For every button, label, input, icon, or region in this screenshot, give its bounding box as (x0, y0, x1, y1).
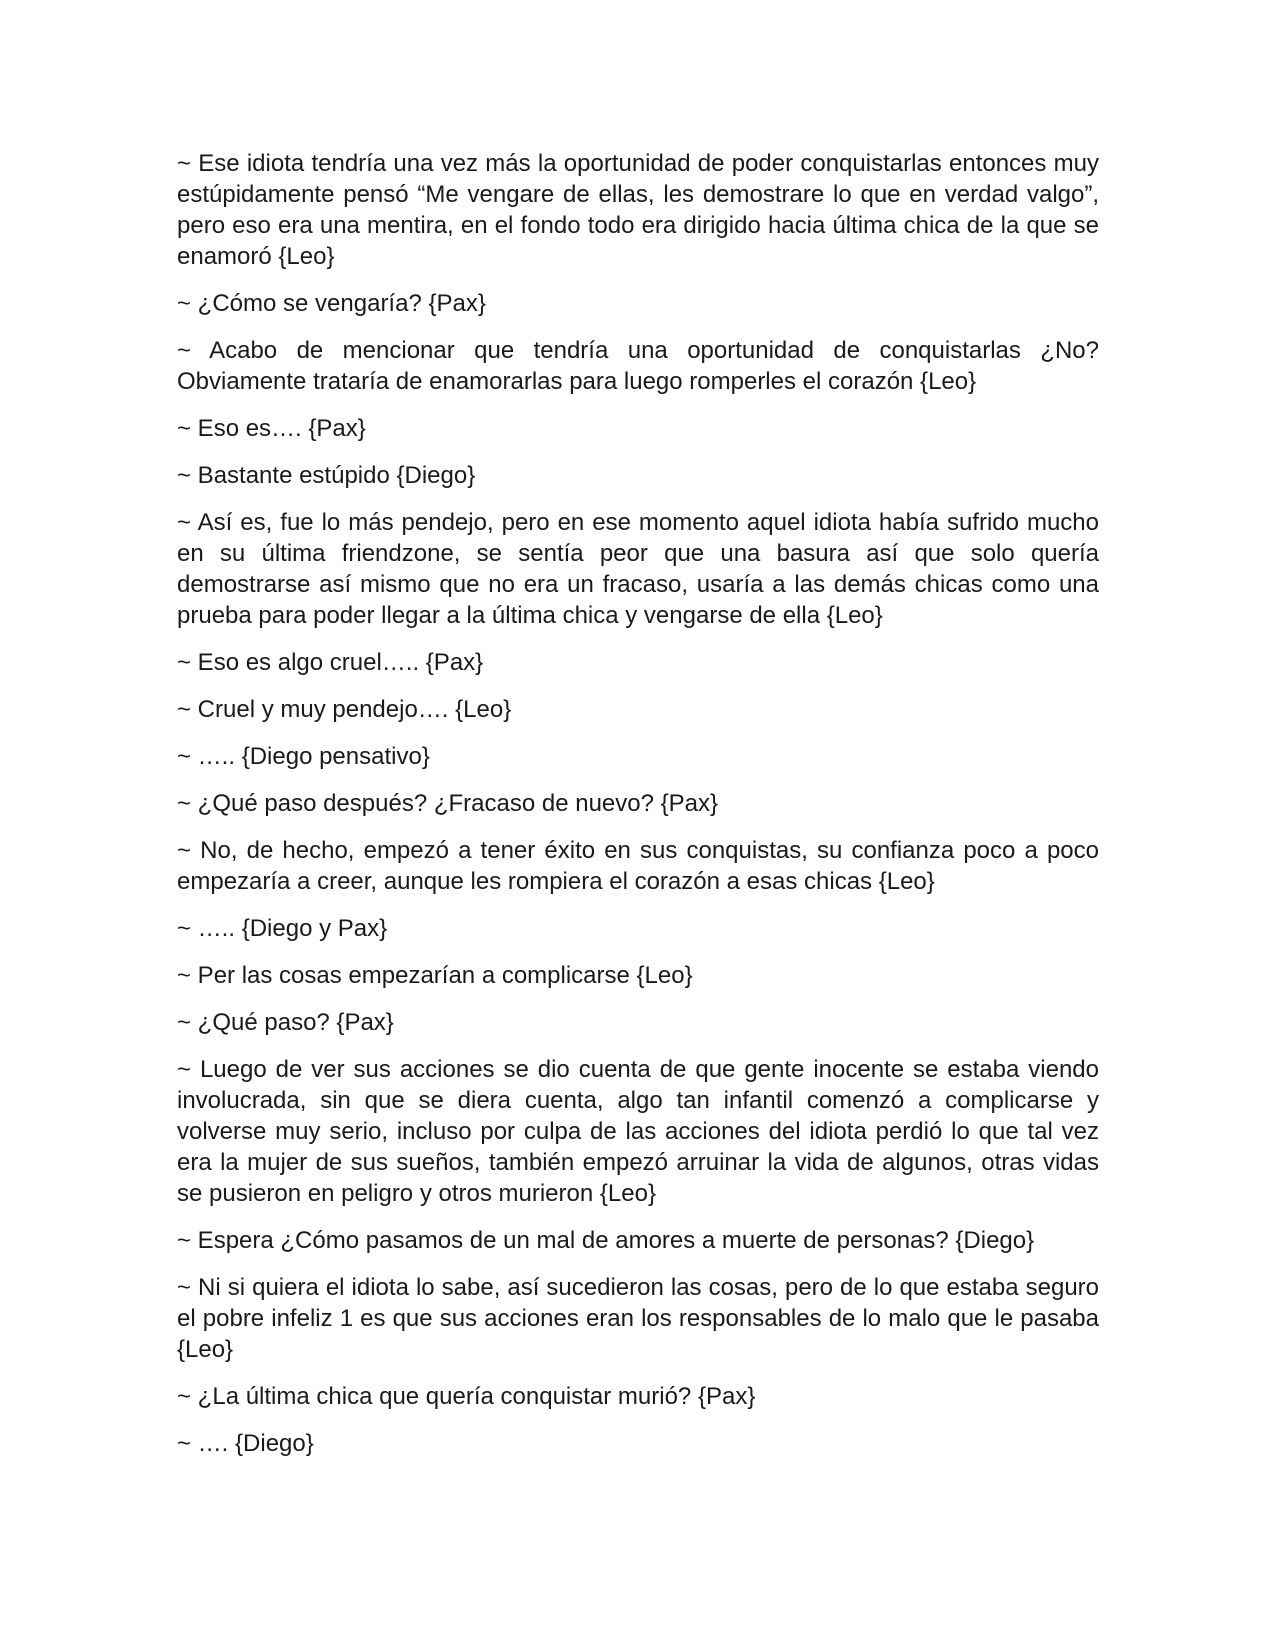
dialogue-paragraph: ~ Cruel y muy pendejo…. {Leo} (177, 696, 512, 723)
dialogue-paragraph: ~ Per las cosas empezarían a complicarse {Leo} (177, 962, 693, 989)
dialogue-paragraph: ~ Acabo de mencionar que tendría una oportunidad de conquistarlas ¿No? Obviamente trataría de enamorarlas para luego romperles el corazón {Leo} (177, 337, 1099, 395)
dialogue-paragraph: ~ …. {Diego} (177, 1430, 314, 1457)
dialogue-paragraph: ~ Espera ¿Cómo pasamos de un mal de amores a muerte de personas? {Diego} (177, 1227, 1035, 1254)
dialogue-paragraph: ~ ¿La última chica que quería conquistar murió? {Pax} (177, 1383, 756, 1410)
dialogue-paragraph: ~ Eso es algo cruel….. {Pax} (177, 649, 484, 676)
dialogue-paragraph: ~ ….. {Diego pensativo} (177, 743, 430, 770)
dialogue-paragraph: ~ ¿Cómo se vengaría? {Pax} (177, 290, 486, 317)
dialogue-paragraph: ~ ….. {Diego y Pax} (177, 915, 388, 942)
dialogue-paragraph: ~ Luego de ver sus acciones se dio cuenta de que gente inocente se estaba viendo involucrada, sin que se diera cuenta, algo tan infantil comenzó a complicarse y volverse muy serio, incluso por culpa de las acciones del idiota perdió lo que tal vez era la mujer de sus sueños, también empezó arruinar la vida de algunos, otras vidas se pusieron en peligro y otros murieron {Leo} (177, 1056, 1099, 1207)
dialogue-paragraph: ~ Bastante estúpido {Diego} (177, 462, 476, 489)
dialogue-paragraph: ~ Ese idiota tendría una vez más la oportunidad de poder conquistarlas entonces muy estúpidamente pensó “Me vengare de ellas, les demostrare lo que en verdad valgo”, pero eso era una mentira, en el fondo todo era dirigido hacia última chica de la que se enamoró {Leo} (177, 150, 1099, 270)
dialogue-paragraph: ~ ¿Qué paso? {Pax} (177, 1009, 394, 1036)
dialogue-paragraph: ~ No, de hecho, empezó a tener éxito en sus conquistas, su confianza poco a poco empezaría a creer, aunque les rompiera el corazón a esas chicas {Leo} (177, 837, 1099, 895)
dialogue-paragraph: ~ ¿Qué paso después? ¿Fracaso de nuevo? {Pax} (177, 790, 719, 817)
dialogue-paragraph: ~ Eso es…. {Pax} (177, 415, 366, 442)
dialogue-paragraph: ~ Ni si quiera el idiota lo sabe, así sucedieron las cosas, pero de lo que estaba seguro el pobre infeliz 1 es que sus acciones eran los responsables de lo malo que le pasaba {Leo} (177, 1274, 1099, 1363)
dialogue-paragraph: ~ Así es, fue lo más pendejo, pero en ese momento aquel idiota había sufrido mucho en su última friendzone, se sentía peor que una basura así que solo quería demostrarse así mismo que no era un fracaso, usaría a las demás chicas como una prueba para poder llegar a la última chica y vengarse de ella {Leo} (177, 509, 1099, 629)
document-body (177, 148, 1099, 1475)
